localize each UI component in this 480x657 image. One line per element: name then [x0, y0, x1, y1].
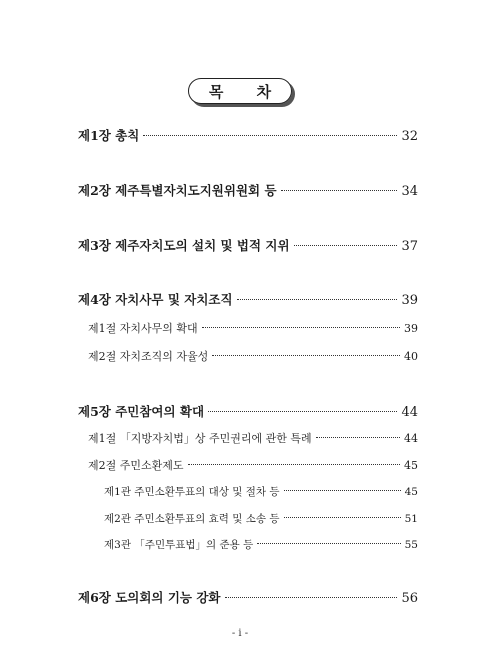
dot-leader [316, 437, 400, 438]
entry-page: 39 [404, 322, 418, 335]
entry-label: 제2절 주민소환제도 [88, 459, 184, 472]
entry-label: 제4장 자치사무 및 자치조직 [78, 292, 233, 307]
entry-page: 51 [404, 513, 418, 525]
entry-page: 32 [401, 129, 418, 144]
page-footer: - i - [231, 628, 249, 639]
dot-leader [294, 245, 398, 246]
entry-page: 39 [401, 293, 418, 308]
toc-entry-subsection[interactable] [104, 511, 418, 526]
dot-leader [281, 190, 398, 191]
entry-label: 제2관 주민소환투표의 효력 및 소송 등 [104, 513, 280, 525]
dot-leader [225, 597, 398, 598]
entry-page: 44 [401, 405, 418, 420]
entry-label: 제6장 도의회의 기능 강화 [78, 590, 221, 605]
toc-entry-chapter[interactable] [78, 402, 418, 420]
entry-label: 제2절 자치조직의 자율성 [88, 350, 209, 363]
toc-entry-section[interactable] [88, 430, 418, 446]
entry-label: 제1절 자치사무의 확대 [88, 322, 198, 335]
entry-page: 56 [401, 591, 418, 606]
dot-leader [143, 135, 397, 136]
entry-label: 제5장 주민참여의 확대 [78, 404, 205, 419]
entry-page: 37 [401, 239, 418, 254]
toc-entry-subsection[interactable] [104, 537, 418, 552]
entry-page: 45 [404, 486, 418, 498]
dot-leader [208, 411, 397, 412]
entry-label: 제1관 주민소환투표의 대상 및 절차 등 [104, 486, 280, 498]
entry-label: 제3관 「주민투표법」의 준용 등 [104, 539, 254, 551]
toc-entry-chapter[interactable] [78, 181, 418, 199]
entry-label: 제3장 제주자치도의 설치 및 법적 지위 [78, 238, 290, 253]
toc-entry-section[interactable] [88, 457, 418, 473]
toc-entry-section[interactable] [88, 320, 418, 336]
dot-leader [188, 464, 400, 465]
entry-page: 40 [404, 350, 418, 363]
dot-leader [212, 355, 400, 356]
entry-page: 34 [401, 184, 418, 199]
entry-page: 55 [404, 539, 418, 551]
entry-label: 제2장 제주특별자치도지원위원회 등 [78, 183, 277, 198]
toc-entry-chapter[interactable] [78, 126, 418, 144]
toc-entry-section[interactable] [88, 348, 418, 364]
toc-entry-chapter[interactable] [78, 588, 418, 606]
toc-entry-subsection[interactable] [104, 484, 418, 499]
dot-leader [284, 517, 401, 518]
dot-leader [257, 543, 400, 544]
entry-page: 44 [404, 432, 418, 445]
toc-entry-chapter[interactable] [78, 236, 418, 254]
entry-page: 45 [404, 459, 418, 472]
entry-label: 제1절 「지방자치법」상 주민권리에 관한 특례 [88, 432, 312, 445]
toc-title: 목 차 [188, 78, 292, 104]
entry-label: 제1장 총칙 [78, 128, 140, 143]
dot-leader [284, 490, 401, 491]
dot-leader [237, 299, 398, 300]
dot-leader [202, 327, 400, 328]
toc-entry-chapter[interactable] [78, 290, 418, 308]
